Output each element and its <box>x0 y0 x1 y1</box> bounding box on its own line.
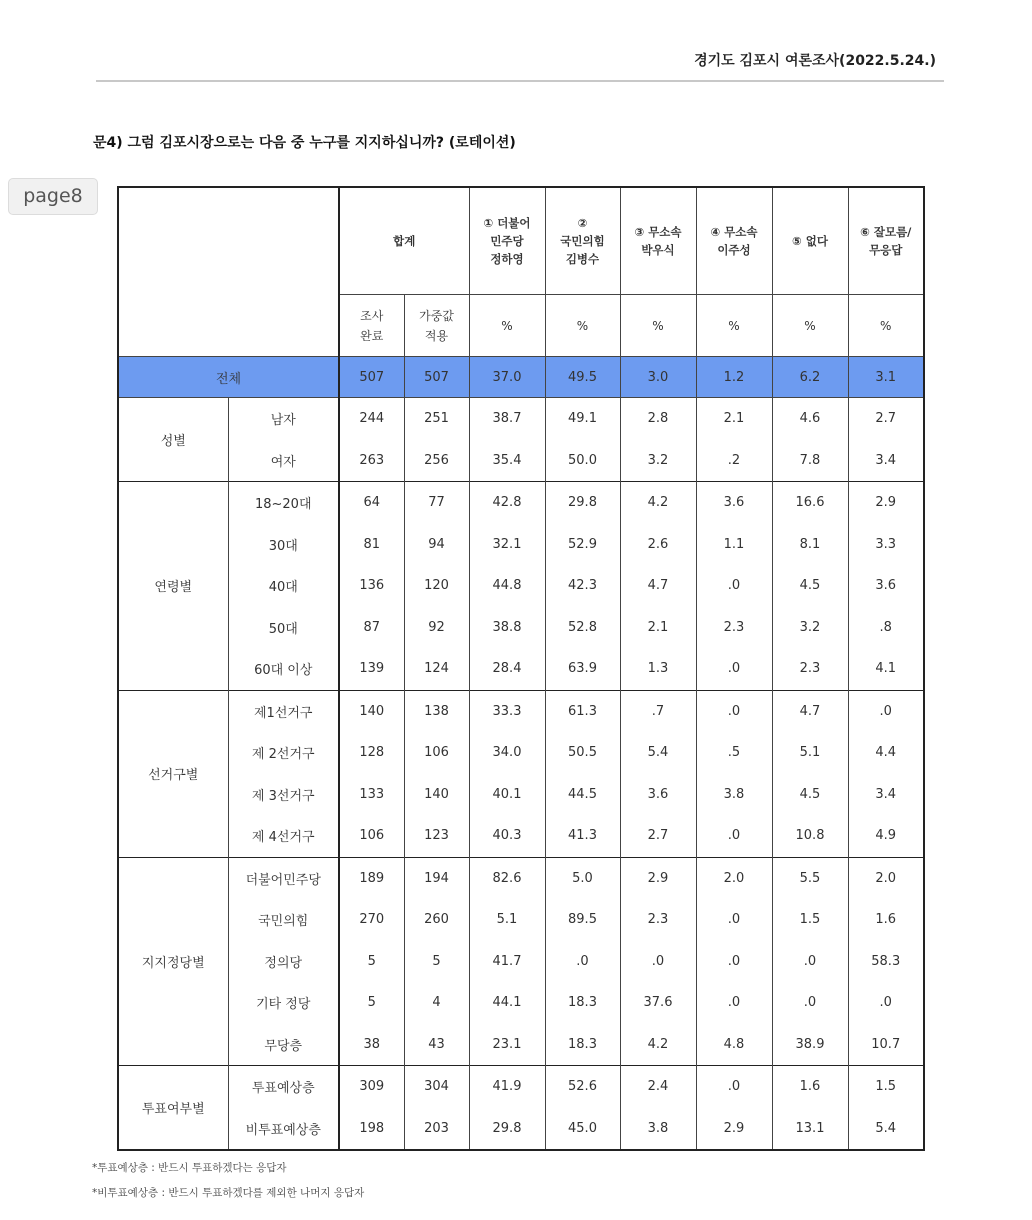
value-cell: 2.0 <box>696 857 772 899</box>
table-row <box>118 607 924 649</box>
value-cell: 260 <box>404 899 469 941</box>
value-cell: 4.1 <box>848 648 924 690</box>
total-cell: 49.5 <box>545 357 620 398</box>
total-row <box>118 357 924 398</box>
row-label: 60대 이상 <box>228 648 339 690</box>
total-cell: 3.1 <box>848 357 924 398</box>
value-cell: 40.3 <box>469 815 545 857</box>
row-label: 국민의힘 <box>228 899 339 941</box>
page-indicator: page8 <box>8 178 98 215</box>
value-cell: 3.6 <box>696 482 772 524</box>
value-cell: 3.8 <box>696 774 772 816</box>
group-label: 선거구별 <box>118 690 228 857</box>
subheader-n1-line2: 완료 <box>360 328 384 343</box>
value-cell: 120 <box>404 565 469 607</box>
value-cell: 5 <box>339 982 404 1024</box>
value-cell: 5 <box>404 941 469 983</box>
group-label: 성별 <box>118 398 228 482</box>
value-cell: 61.3 <box>545 690 620 732</box>
value-cell: 44.8 <box>469 565 545 607</box>
subheader-pct-2: % <box>545 295 620 357</box>
value-cell: 3.4 <box>848 774 924 816</box>
value-cell: 3.8 <box>620 1108 696 1151</box>
subheader-weighted <box>404 295 469 357</box>
value-cell: 50.0 <box>545 440 620 482</box>
value-cell: 41.7 <box>469 941 545 983</box>
header-c6-line2: 무응답 <box>869 243 903 257</box>
header-candidate-1 <box>469 187 545 295</box>
value-cell: 23.1 <box>469 1024 545 1066</box>
value-cell: 2.9 <box>848 482 924 524</box>
group-label: 투표여부별 <box>118 1066 228 1151</box>
table-row <box>118 440 924 482</box>
header-c1-line1: ① 더불어 <box>483 216 531 230</box>
group-label: 지지정당별 <box>118 857 228 1066</box>
header-total: 합계 <box>339 187 469 295</box>
value-cell: 251 <box>404 398 469 440</box>
value-cell: 2.9 <box>696 1108 772 1151</box>
value-cell: 123 <box>404 815 469 857</box>
value-cell: 29.8 <box>545 482 620 524</box>
header-c3-line2: 박우식 <box>641 243 675 257</box>
value-cell: 5 <box>339 941 404 983</box>
row-label: 무당층 <box>228 1024 339 1066</box>
row-label: 제1선거구 <box>228 690 339 732</box>
value-cell: 50.5 <box>545 732 620 774</box>
value-cell: 136 <box>339 565 404 607</box>
value-cell: .0 <box>696 690 772 732</box>
value-cell: 38.9 <box>772 1024 848 1066</box>
value-cell: 4.2 <box>620 1024 696 1066</box>
value-cell: 2.3 <box>620 899 696 941</box>
value-cell: 33.3 <box>469 690 545 732</box>
total-label: 전체 <box>118 357 339 398</box>
value-cell: 203 <box>404 1108 469 1151</box>
value-cell: .7 <box>620 690 696 732</box>
value-cell: 2.7 <box>620 815 696 857</box>
value-cell: 3.6 <box>848 565 924 607</box>
value-cell: .0 <box>848 690 924 732</box>
subheader-pct-6: % <box>848 295 924 357</box>
table-row <box>118 648 924 690</box>
row-label: 제 3선거구 <box>228 774 339 816</box>
subheader-pct-5: % <box>772 295 848 357</box>
total-cell: 6.2 <box>772 357 848 398</box>
row-label: 40대 <box>228 565 339 607</box>
value-cell: 44.5 <box>545 774 620 816</box>
value-cell: .0 <box>620 941 696 983</box>
value-cell: 5.0 <box>545 857 620 899</box>
value-cell: 16.6 <box>772 482 848 524</box>
value-cell: 2.6 <box>620 524 696 566</box>
table-body <box>118 357 924 1151</box>
value-cell: 35.4 <box>469 440 545 482</box>
value-cell: 3.3 <box>848 524 924 566</box>
value-cell: 52.8 <box>545 607 620 649</box>
header-divider <box>96 80 944 82</box>
value-cell: 189 <box>339 857 404 899</box>
value-cell: .5 <box>696 732 772 774</box>
value-cell: 2.3 <box>696 607 772 649</box>
value-cell: .0 <box>696 815 772 857</box>
value-cell: 77 <box>404 482 469 524</box>
value-cell: .0 <box>696 565 772 607</box>
table-row <box>118 982 924 1024</box>
value-cell: 10.8 <box>772 815 848 857</box>
row-label: 남자 <box>228 398 339 440</box>
value-cell: 49.1 <box>545 398 620 440</box>
value-cell: 7.8 <box>772 440 848 482</box>
value-cell: 29.8 <box>469 1108 545 1151</box>
value-cell: 5.1 <box>469 899 545 941</box>
value-cell: 309 <box>339 1066 404 1108</box>
value-cell: 263 <box>339 440 404 482</box>
value-cell: 1.5 <box>848 1066 924 1108</box>
value-cell: 89.5 <box>545 899 620 941</box>
row-label: 비투표예상층 <box>228 1108 339 1151</box>
value-cell: 45.0 <box>545 1108 620 1151</box>
value-cell: 43 <box>404 1024 469 1066</box>
value-cell: .8 <box>848 607 924 649</box>
poll-results-table <box>117 186 925 1151</box>
value-cell: 40.1 <box>469 774 545 816</box>
value-cell: .0 <box>696 648 772 690</box>
header-c2-line3: 김병수 <box>565 252 600 266</box>
value-cell: 81 <box>339 524 404 566</box>
value-cell: 2.7 <box>848 398 924 440</box>
group-label: 연령별 <box>118 482 228 691</box>
subheader-pct-4: % <box>696 295 772 357</box>
subheader-completed <box>339 295 404 357</box>
header-c3-line1: ③ 무소속 <box>634 225 682 239</box>
value-cell: 3.4 <box>848 440 924 482</box>
header-c6-line1: ⑥ 잘모름/ <box>860 225 912 239</box>
value-cell: 5.5 <box>772 857 848 899</box>
value-cell: 5.4 <box>848 1108 924 1151</box>
row-label: 제 4선거구 <box>228 815 339 857</box>
value-cell: 63.9 <box>545 648 620 690</box>
header-c1-line2: 민주당 <box>490 234 524 248</box>
table-row <box>118 565 924 607</box>
value-cell: 128 <box>339 732 404 774</box>
table-row <box>118 732 924 774</box>
value-cell: .0 <box>772 941 848 983</box>
corner-cell <box>118 187 339 357</box>
value-cell: 198 <box>339 1108 404 1151</box>
value-cell: 5.1 <box>772 732 848 774</box>
row-label: 제 2선거구 <box>228 732 339 774</box>
value-cell: 1.6 <box>772 1066 848 1108</box>
table-row <box>118 1024 924 1066</box>
row-label: 50대 <box>228 607 339 649</box>
subheader-pct-1: % <box>469 295 545 357</box>
question-text: 문4) 그럼 김포시장으로는 다음 중 누구를 지지하십니까? (로테이션) <box>93 135 516 151</box>
value-cell: .0 <box>848 982 924 1024</box>
value-cell: 34.0 <box>469 732 545 774</box>
value-cell: 38.8 <box>469 607 545 649</box>
header-candidate-3 <box>620 187 696 295</box>
value-cell: 304 <box>404 1066 469 1108</box>
value-cell: 2.0 <box>848 857 924 899</box>
value-cell: 82.6 <box>469 857 545 899</box>
value-cell: 3.2 <box>772 607 848 649</box>
footnote-nonvoters: *비투표예상층 : 반드시 투표하겠다를 제외한 나머지 응답자 <box>92 1187 365 1199</box>
value-cell: 87 <box>339 607 404 649</box>
value-cell: .2 <box>696 440 772 482</box>
row-label: 30대 <box>228 524 339 566</box>
value-cell: 2.1 <box>696 398 772 440</box>
value-cell: 44.1 <box>469 982 545 1024</box>
report-title: 경기도 김포시 여론조사(2022.5.24.) <box>694 53 936 69</box>
value-cell: 13.1 <box>772 1108 848 1151</box>
header-candidate-4 <box>696 187 772 295</box>
header-row <box>118 187 924 295</box>
value-cell: 124 <box>404 648 469 690</box>
value-cell: 38 <box>339 1024 404 1066</box>
header-c1-line3: 정하영 <box>490 252 524 266</box>
value-cell: 28.4 <box>469 648 545 690</box>
value-cell: 32.1 <box>469 524 545 566</box>
value-cell: 138 <box>404 690 469 732</box>
value-cell: 106 <box>339 815 404 857</box>
value-cell: 3.2 <box>620 440 696 482</box>
subheader-pct-3: % <box>620 295 696 357</box>
value-cell: 140 <box>404 774 469 816</box>
header-none: ⑤ 없다 <box>772 187 848 295</box>
table-row <box>118 941 924 983</box>
value-cell: .0 <box>696 941 772 983</box>
value-cell: 1.1 <box>696 524 772 566</box>
table-row <box>118 815 924 857</box>
table-row <box>118 1066 924 1108</box>
table-row <box>118 774 924 816</box>
subheader-n1-line1: 조사 <box>360 308 384 323</box>
value-cell: 18.3 <box>545 1024 620 1066</box>
total-cell: 507 <box>404 357 469 398</box>
row-label: 더불어민주당 <box>228 857 339 899</box>
value-cell: 244 <box>339 398 404 440</box>
row-label: 정의당 <box>228 941 339 983</box>
value-cell: 1.3 <box>620 648 696 690</box>
header-candidate-2 <box>545 187 620 295</box>
value-cell: 4.8 <box>696 1024 772 1066</box>
value-cell: 4.7 <box>772 690 848 732</box>
value-cell: 41.3 <box>545 815 620 857</box>
value-cell: 4.7 <box>620 565 696 607</box>
table-row <box>118 398 924 440</box>
value-cell: 4.5 <box>772 774 848 816</box>
value-cell: 4.6 <box>772 398 848 440</box>
table-row <box>118 690 924 732</box>
value-cell: 2.8 <box>620 398 696 440</box>
value-cell: 52.9 <box>545 524 620 566</box>
header-c4-line2: 이주성 <box>717 243 751 257</box>
value-cell: 41.9 <box>469 1066 545 1108</box>
table-row <box>118 857 924 899</box>
value-cell: 37.6 <box>620 982 696 1024</box>
value-cell: 4.9 <box>848 815 924 857</box>
value-cell: 42.8 <box>469 482 545 524</box>
value-cell: 1.5 <box>772 899 848 941</box>
value-cell: .0 <box>696 1066 772 1108</box>
value-cell: 1.6 <box>848 899 924 941</box>
value-cell: 58.3 <box>848 941 924 983</box>
header-c2-line1: ② <box>577 216 588 230</box>
subheader-n2-line1: 가중값 <box>419 308 454 323</box>
value-cell: 3.6 <box>620 774 696 816</box>
value-cell: 256 <box>404 440 469 482</box>
value-cell: 194 <box>404 857 469 899</box>
footnote-voters: *투표예상층 : 반드시 투표하겠다는 응답자 <box>92 1162 287 1174</box>
value-cell: 52.6 <box>545 1066 620 1108</box>
row-label: 18~20대 <box>228 482 339 524</box>
total-cell: 1.2 <box>696 357 772 398</box>
value-cell: 2.4 <box>620 1066 696 1108</box>
value-cell: 2.9 <box>620 857 696 899</box>
value-cell: .0 <box>696 982 772 1024</box>
value-cell: 18.3 <box>545 982 620 1024</box>
value-cell: 94 <box>404 524 469 566</box>
value-cell: 2.1 <box>620 607 696 649</box>
row-label: 기타 정당 <box>228 982 339 1024</box>
value-cell: .0 <box>772 982 848 1024</box>
value-cell: 2.3 <box>772 648 848 690</box>
value-cell: 4 <box>404 982 469 1024</box>
value-cell: 4.2 <box>620 482 696 524</box>
value-cell: 5.4 <box>620 732 696 774</box>
table-row <box>118 482 924 524</box>
total-cell: 507 <box>339 357 404 398</box>
value-cell: .0 <box>545 941 620 983</box>
value-cell: .0 <box>696 899 772 941</box>
value-cell: 139 <box>339 648 404 690</box>
row-label: 투표예상층 <box>228 1066 339 1108</box>
header-c2-line2: 국민의힘 <box>560 234 605 248</box>
subheader-n2-line2: 적용 <box>424 328 449 343</box>
value-cell: 38.7 <box>469 398 545 440</box>
total-cell: 3.0 <box>620 357 696 398</box>
header-dont-know <box>848 187 924 295</box>
value-cell: 64 <box>339 482 404 524</box>
value-cell: 133 <box>339 774 404 816</box>
table-row <box>118 899 924 941</box>
value-cell: 8.1 <box>772 524 848 566</box>
value-cell: 270 <box>339 899 404 941</box>
value-cell: 10.7 <box>848 1024 924 1066</box>
total-cell: 37.0 <box>469 357 545 398</box>
value-cell: 106 <box>404 732 469 774</box>
value-cell: 140 <box>339 690 404 732</box>
table-row <box>118 524 924 566</box>
row-label: 여자 <box>228 440 339 482</box>
value-cell: 92 <box>404 607 469 649</box>
value-cell: 4.5 <box>772 565 848 607</box>
value-cell: 4.4 <box>848 732 924 774</box>
header-c4-line1: ④ 무소속 <box>710 225 758 239</box>
table-row <box>118 1108 924 1151</box>
value-cell: 42.3 <box>545 565 620 607</box>
